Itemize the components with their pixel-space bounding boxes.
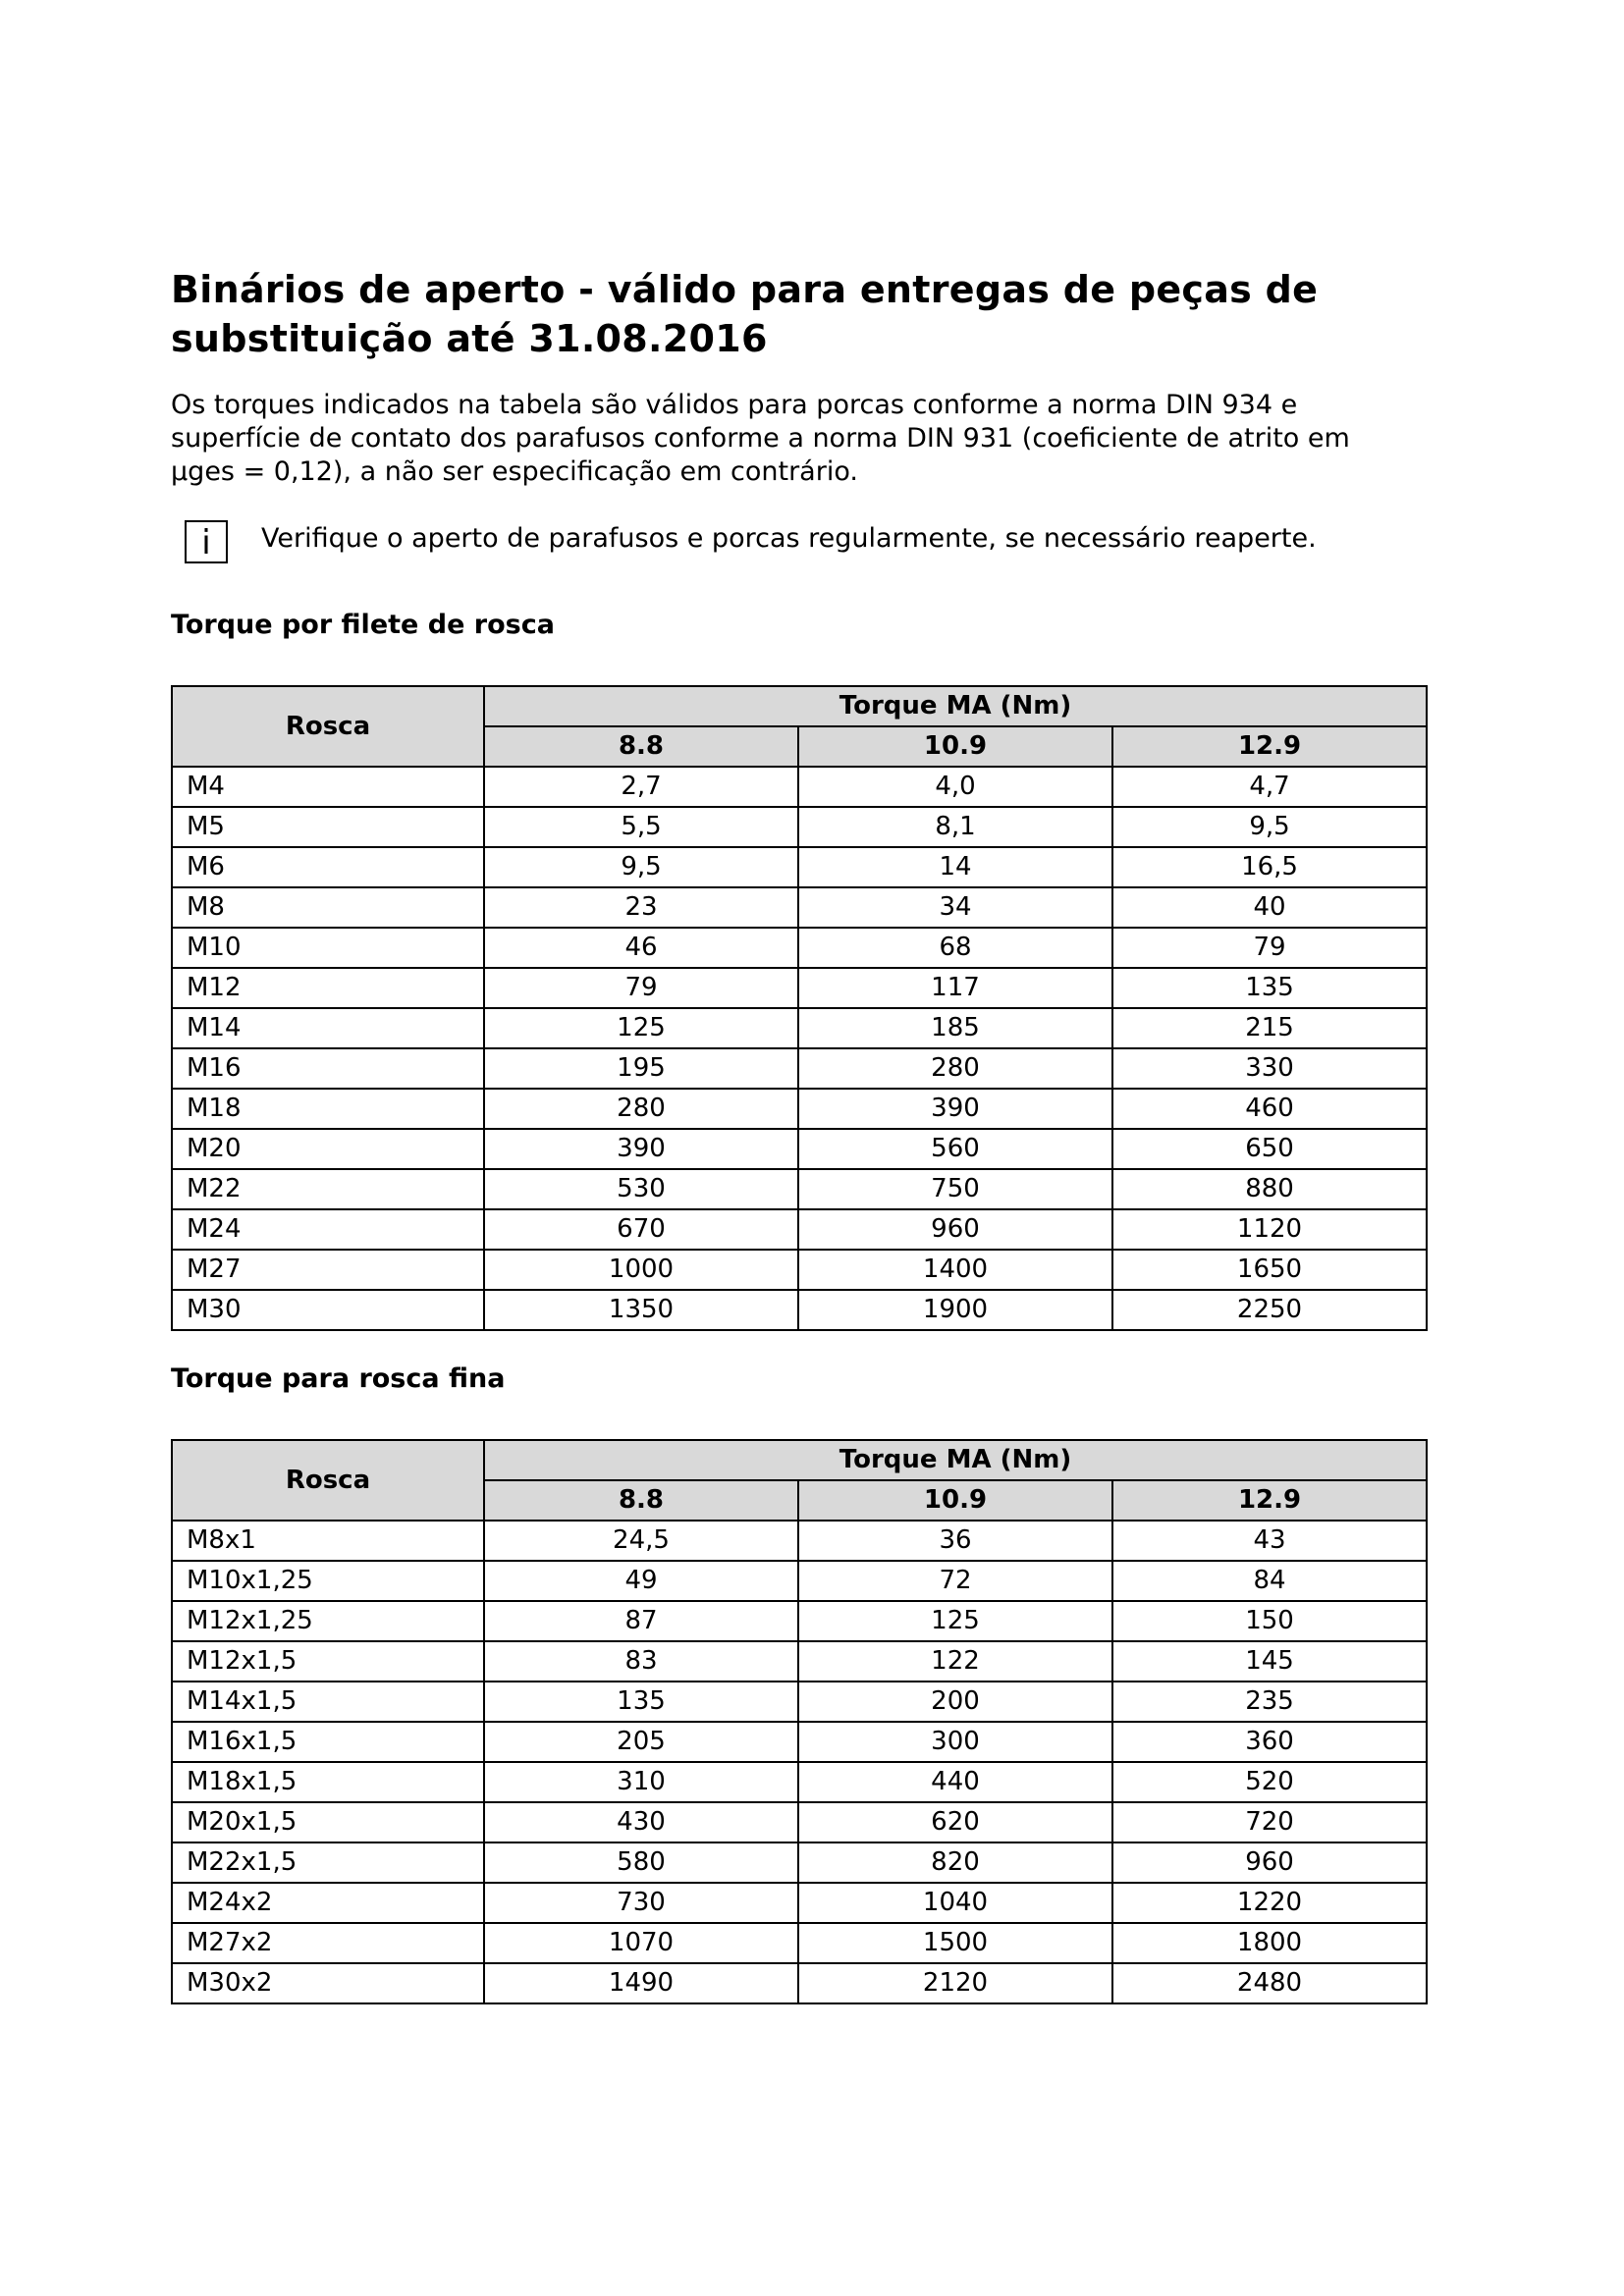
table-row xyxy=(172,1521,1427,1561)
torque-value-cell: 560 xyxy=(798,1129,1112,1169)
torque-value-cell: 440 xyxy=(798,1762,1112,1802)
thread-size-cell: M14 xyxy=(172,1008,484,1048)
column-header-grade: 10.9 xyxy=(798,726,1112,767)
thread-size-cell: M12x1,25 xyxy=(172,1601,484,1641)
torque-value-cell: 1350 xyxy=(484,1290,798,1330)
info-note-text: Verifique o aperto de parafusos e porcas regularmente, se necessário reaperte. xyxy=(261,523,1317,554)
table-row xyxy=(172,1089,1427,1129)
torque-value-cell: 24,5 xyxy=(484,1521,798,1561)
torque-value-cell: 195 xyxy=(484,1048,798,1089)
table-row xyxy=(172,1963,1427,2003)
table-row xyxy=(172,1883,1427,1923)
thread-size-cell: M8 xyxy=(172,887,484,928)
table-body xyxy=(172,767,1427,1330)
table-row xyxy=(172,1802,1427,1842)
torque-value-cell: 135 xyxy=(484,1682,798,1722)
thread-size-cell: M10 xyxy=(172,928,484,968)
torque-value-cell: 300 xyxy=(798,1722,1112,1762)
torque-value-cell: 235 xyxy=(1112,1682,1427,1722)
info-icon: i xyxy=(185,520,228,563)
torque-value-cell: 820 xyxy=(798,1842,1112,1883)
table-row xyxy=(172,928,1427,968)
title-line-2: substituição até 31.08.2016 xyxy=(171,317,768,360)
table1-heading: Torque por filete de rosca xyxy=(171,610,555,640)
table-row xyxy=(172,807,1427,847)
torque-value-cell: 125 xyxy=(798,1601,1112,1641)
info-note xyxy=(171,520,1428,569)
thread-size-cell: M12 xyxy=(172,968,484,1008)
torque-value-cell: 280 xyxy=(798,1048,1112,1089)
torque-value-cell: 530 xyxy=(484,1169,798,1209)
torque-value-cell: 2250 xyxy=(1112,1290,1427,1330)
page-title xyxy=(171,265,1428,363)
torque-value-cell: 1490 xyxy=(484,1963,798,2003)
table-row xyxy=(172,1762,1427,1802)
torque-value-cell: 8,1 xyxy=(798,807,1112,847)
torque-value-cell: 580 xyxy=(484,1842,798,1883)
torque-value-cell: 1220 xyxy=(1112,1883,1427,1923)
torque-value-cell: 34 xyxy=(798,887,1112,928)
torque-value-cell: 1400 xyxy=(798,1250,1112,1290)
torque-value-cell: 430 xyxy=(484,1802,798,1842)
table-row xyxy=(172,1722,1427,1762)
torque-value-cell: 390 xyxy=(798,1089,1112,1129)
table2-heading: Torque para rosca fina xyxy=(171,1363,506,1394)
torque-value-cell: 670 xyxy=(484,1209,798,1250)
torque-value-cell: 79 xyxy=(1112,928,1427,968)
torque-value-cell: 620 xyxy=(798,1802,1112,1842)
torque-value-cell: 46 xyxy=(484,928,798,968)
thread-size-cell: M30x2 xyxy=(172,1963,484,2003)
torque-value-cell: 125 xyxy=(484,1008,798,1048)
thread-size-cell: M24 xyxy=(172,1209,484,1250)
column-header-grade: 12.9 xyxy=(1112,1480,1427,1521)
torque-value-cell: 650 xyxy=(1112,1129,1427,1169)
table-row xyxy=(172,1842,1427,1883)
column-header-rosca: Rosca xyxy=(172,1440,484,1521)
torque-value-cell: 43 xyxy=(1112,1521,1427,1561)
table-row xyxy=(172,1169,1427,1209)
table-row xyxy=(172,1601,1427,1641)
torque-value-cell: 68 xyxy=(798,928,1112,968)
thread-size-cell: M18 xyxy=(172,1089,484,1129)
torque-value-cell: 280 xyxy=(484,1089,798,1129)
torque-value-cell: 5,5 xyxy=(484,807,798,847)
torque-value-cell: 520 xyxy=(1112,1762,1427,1802)
torque-value-cell: 4,0 xyxy=(798,767,1112,807)
thread-size-cell: M14x1,5 xyxy=(172,1682,484,1722)
torque-value-cell: 117 xyxy=(798,968,1112,1008)
thread-size-cell: M20 xyxy=(172,1129,484,1169)
torque-value-cell: 83 xyxy=(484,1641,798,1682)
column-header-grade: 8.8 xyxy=(484,1480,798,1521)
torque-value-cell: 14 xyxy=(798,847,1112,887)
torque-value-cell: 960 xyxy=(798,1209,1112,1250)
intro-line: µges = 0,12), a não ser especificação em contrário. xyxy=(171,456,858,487)
column-header-torque-group: Torque MA (Nm) xyxy=(484,686,1427,726)
torque-value-cell: 1650 xyxy=(1112,1250,1427,1290)
column-header-torque-group: Torque MA (Nm) xyxy=(484,1440,1427,1480)
intro-line: superfície de contato dos parafusos conforme a norma DIN 931 (coeficiente de atrito em xyxy=(171,423,1350,454)
thread-size-cell: M10x1,25 xyxy=(172,1561,484,1601)
thread-size-cell: M22x1,5 xyxy=(172,1842,484,1883)
torque-value-cell: 310 xyxy=(484,1762,798,1802)
torque-value-cell: 23 xyxy=(484,887,798,928)
thread-size-cell: M12x1,5 xyxy=(172,1641,484,1682)
table-row xyxy=(172,1561,1427,1601)
table-row xyxy=(172,968,1427,1008)
torque-value-cell: 2,7 xyxy=(484,767,798,807)
torque-value-cell: 1900 xyxy=(798,1290,1112,1330)
torque-value-cell: 1800 xyxy=(1112,1923,1427,1963)
torque-value-cell: 2480 xyxy=(1112,1963,1427,2003)
column-header-grade: 10.9 xyxy=(798,1480,1112,1521)
table-row xyxy=(172,1250,1427,1290)
torque-value-cell: 185 xyxy=(798,1008,1112,1048)
intro-line: Os torques indicados na tabela são válidos para porcas conforme a norma DIN 934 e xyxy=(171,390,1298,420)
torque-value-cell: 960 xyxy=(1112,1842,1427,1883)
torque-value-cell: 2120 xyxy=(798,1963,1112,2003)
thread-size-cell: M22 xyxy=(172,1169,484,1209)
torque-value-cell: 730 xyxy=(484,1883,798,1923)
thread-size-cell: M30 xyxy=(172,1290,484,1330)
torque-value-cell: 79 xyxy=(484,968,798,1008)
table-row xyxy=(172,1129,1427,1169)
document-page xyxy=(171,265,1428,2004)
torque-value-cell: 135 xyxy=(1112,968,1427,1008)
torque-value-cell: 49 xyxy=(484,1561,798,1601)
table-row xyxy=(172,887,1427,928)
torque-value-cell: 122 xyxy=(798,1641,1112,1682)
thread-size-cell: M16 xyxy=(172,1048,484,1089)
torque-value-cell: 330 xyxy=(1112,1048,1427,1089)
table-row xyxy=(172,1641,1427,1682)
table-header-row xyxy=(172,686,1427,726)
intro-paragraph xyxy=(171,389,1428,489)
column-header-rosca: Rosca xyxy=(172,686,484,767)
torque-value-cell: 750 xyxy=(798,1169,1112,1209)
torque-value-cell: 720 xyxy=(1112,1802,1427,1842)
torque-value-cell: 40 xyxy=(1112,887,1427,928)
torque-value-cell: 215 xyxy=(1112,1008,1427,1048)
table-row xyxy=(172,1290,1427,1330)
torque-value-cell: 36 xyxy=(798,1521,1112,1561)
torque-value-cell: 880 xyxy=(1112,1169,1427,1209)
torque-value-cell: 360 xyxy=(1112,1722,1427,1762)
table-row xyxy=(172,767,1427,807)
column-header-grade: 12.9 xyxy=(1112,726,1427,767)
torque-value-cell: 72 xyxy=(798,1561,1112,1601)
thread-size-cell: M16x1,5 xyxy=(172,1722,484,1762)
torque-value-cell: 145 xyxy=(1112,1641,1427,1682)
torque-value-cell: 1000 xyxy=(484,1250,798,1290)
torque-value-cell: 16,5 xyxy=(1112,847,1427,887)
torque-value-cell: 1500 xyxy=(798,1923,1112,1963)
table-row xyxy=(172,1209,1427,1250)
thread-size-cell: M4 xyxy=(172,767,484,807)
column-header-grade: 8.8 xyxy=(484,726,798,767)
torque-value-cell: 1070 xyxy=(484,1923,798,1963)
torque-value-cell: 390 xyxy=(484,1129,798,1169)
table-row xyxy=(172,1008,1427,1048)
torque-table-fine xyxy=(171,1439,1428,2004)
table-row xyxy=(172,1682,1427,1722)
torque-value-cell: 200 xyxy=(798,1682,1112,1722)
torque-value-cell: 87 xyxy=(484,1601,798,1641)
thread-size-cell: M27x2 xyxy=(172,1923,484,1963)
torque-value-cell: 150 xyxy=(1112,1601,1427,1641)
table-row xyxy=(172,1048,1427,1089)
thread-size-cell: M5 xyxy=(172,807,484,847)
torque-value-cell: 4,7 xyxy=(1112,767,1427,807)
table-row xyxy=(172,847,1427,887)
torque-value-cell: 84 xyxy=(1112,1561,1427,1601)
thread-size-cell: M20x1,5 xyxy=(172,1802,484,1842)
torque-value-cell: 460 xyxy=(1112,1089,1427,1129)
torque-value-cell: 1040 xyxy=(798,1883,1112,1923)
table-header-row xyxy=(172,1440,1427,1480)
thread-size-cell: M27 xyxy=(172,1250,484,1290)
torque-value-cell: 205 xyxy=(484,1722,798,1762)
torque-value-cell: 9,5 xyxy=(484,847,798,887)
thread-size-cell: M8x1 xyxy=(172,1521,484,1561)
title-line-1: Binários de aperto - válido para entregas de peças de xyxy=(171,268,1319,311)
thread-size-cell: M18x1,5 xyxy=(172,1762,484,1802)
thread-size-cell: M24x2 xyxy=(172,1883,484,1923)
torque-value-cell: 9,5 xyxy=(1112,807,1427,847)
torque-table-coarse xyxy=(171,685,1428,1331)
table-row xyxy=(172,1923,1427,1963)
torque-value-cell: 1120 xyxy=(1112,1209,1427,1250)
thread-size-cell: M6 xyxy=(172,847,484,887)
table-body xyxy=(172,1521,1427,2003)
